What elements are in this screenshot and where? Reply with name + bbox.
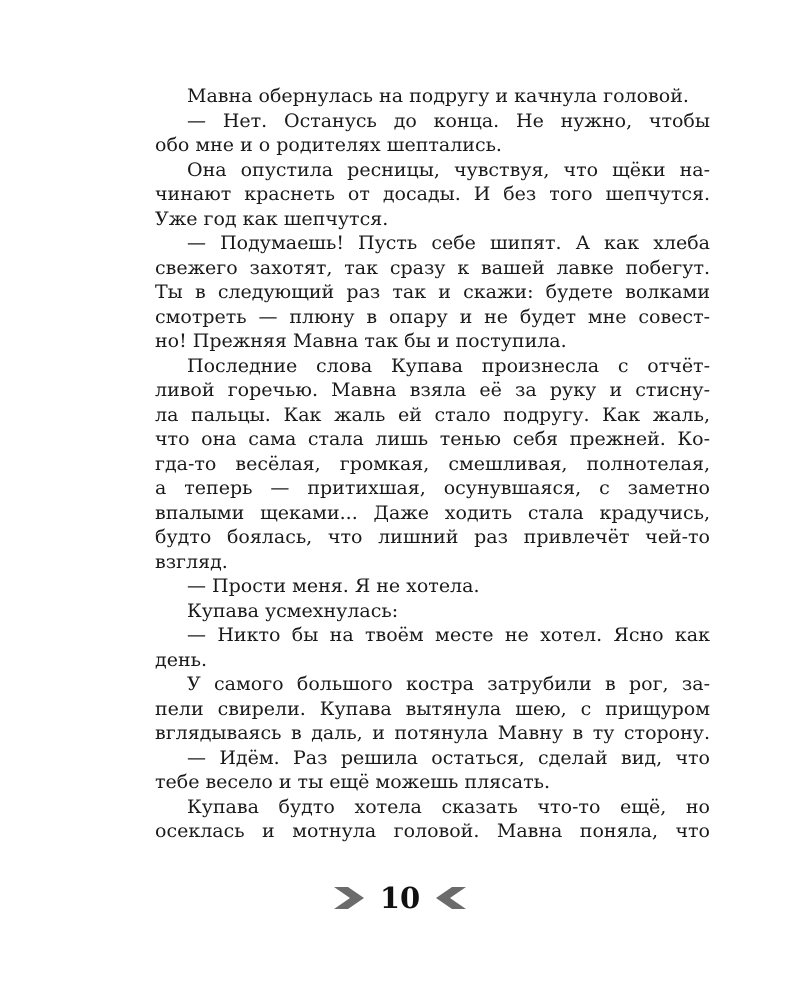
chevron-right-ornament-icon bbox=[332, 885, 366, 911]
text-line: тебе весело и ты ещё можешь плясать. bbox=[155, 771, 550, 793]
text-line: гда-то весёлая, громкая, смешливая, полнотелая, bbox=[155, 452, 710, 475]
text-line: Купава будто хотела сказать что-то ещё, но bbox=[187, 795, 710, 818]
text-line: а теперь — притихшая, осунувшаяся, с заметно bbox=[155, 477, 710, 499]
text-line: впалыми щеками... Даже ходить стала крадучись, bbox=[155, 501, 710, 524]
text-line: пели свирели. Купава вытянула шею, с прищуром bbox=[155, 697, 710, 720]
text-line: У самого большого костра затрубили в рог, за- bbox=[187, 673, 710, 695]
text-line: будто боялась, что лишний раз привлечёт чей-то bbox=[155, 526, 710, 548]
chevron-left-ornament-icon bbox=[434, 885, 468, 911]
text-line: Последние слова Купава произнесла с отчёт- bbox=[187, 354, 710, 377]
text-line: Уже год как шепчутся. bbox=[155, 207, 389, 230]
text-line: — Идём. Раз решила остаться, сделай вид, что bbox=[187, 746, 710, 769]
text-line: ливой горечью. Мавна взяла её за руку и стисну- bbox=[155, 379, 710, 401]
page-footer bbox=[0, 876, 800, 920]
text-line: обо мне и о родителях шептались. bbox=[155, 134, 502, 156]
body-text bbox=[155, 84, 710, 844]
text-line: Мавна обернулась на подругу и качнула головой. bbox=[187, 85, 689, 107]
text-line: смотреть — плюну в опару и не будет мне совест- bbox=[155, 305, 710, 328]
text-line: но! Прежняя Мавна так бы и поступила. bbox=[155, 330, 567, 352]
text-line: вглядываясь в даль, и потянула Мавну в ту сторону. bbox=[155, 722, 710, 744]
text-line: — Прости меня. Я не хотела. bbox=[187, 575, 480, 597]
text-line: взгляд. bbox=[155, 550, 228, 573]
text-line: что она сама стала лишь тенью себя прежней. Ко- bbox=[155, 428, 710, 450]
text-line: свежего захотят, так сразу к вашей лавке побегут. bbox=[155, 256, 710, 279]
text-line: Она опустила ресницы, чувствуя, что щёки на- bbox=[187, 158, 710, 181]
text-line: — Нет. Останусь до конца. Не нужно, чтобы bbox=[187, 109, 710, 132]
text-line: день. bbox=[155, 648, 207, 671]
text-line: Купава усмехнулась: bbox=[187, 599, 399, 622]
text-line: ла пальцы. Как жаль ей стало подругу. Как жаль, bbox=[155, 403, 710, 426]
text-line: Ты в следующий раз так и скажи: будете волками bbox=[155, 281, 710, 303]
text-line: осеклась и мотнула головой. Мавна поняла, что bbox=[155, 820, 710, 842]
text-line: чинают краснеть от досады. И без того шепчутся. bbox=[155, 183, 710, 205]
page-number: 10 bbox=[379, 881, 421, 915]
text-line: — Никто бы на твоём месте не хотел. Ясно как bbox=[187, 624, 710, 646]
text-line: — Подумаешь! Пусть себе шипят. А как хлеба bbox=[187, 232, 710, 254]
